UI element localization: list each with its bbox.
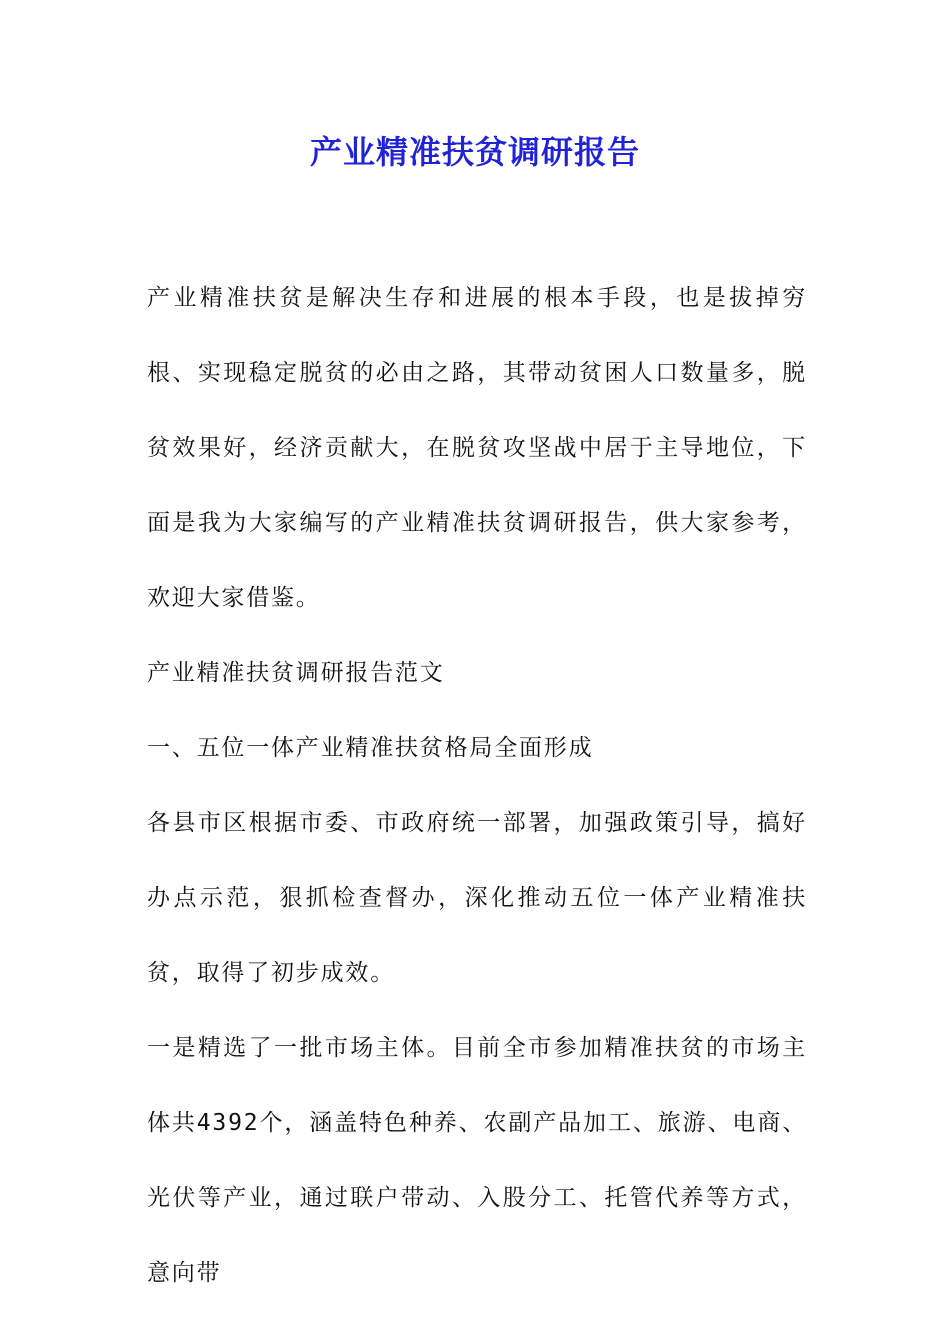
paragraph-subtitle: 产业精准扶贫调研报告范文 bbox=[147, 660, 445, 686]
document-body bbox=[147, 261, 807, 1311]
paragraph-section-one: 各县市区根据市委、市政府统一部署，加强政策引导，搞好办点示范，狠抓检查督办，深化推动五位一体产业精准扶贫，取得了初步成效。 bbox=[147, 810, 807, 986]
paragraph-point-one: 一是精选了一批市场主体。目前全市参加精准扶贫的市场主体共4392个，涵盖特色种养、农副产品加工、旅游、电商、光伏等产业，通过联户带动、入股分工、托管代养等方式，意向带 bbox=[147, 1035, 807, 1286]
paragraph-intro: 产业精准扶贫是解决生存和进展的根本手段，也是拔掉穷根、实现稳定脱贫的必由之路，其带动贫困人口数量多，脱贫效果好，经济贡献大，在脱贫攻坚战中居于主导地位，下面是我为大家编写的产业精准扶贫调研报告，供大家参考，欢迎大家借鉴。 bbox=[147, 285, 807, 611]
section-heading: 一、五位一体产业精准扶贫格局全面形成 bbox=[147, 735, 594, 761]
document-title: 产业精准扶贫调研报告 bbox=[309, 133, 640, 171]
